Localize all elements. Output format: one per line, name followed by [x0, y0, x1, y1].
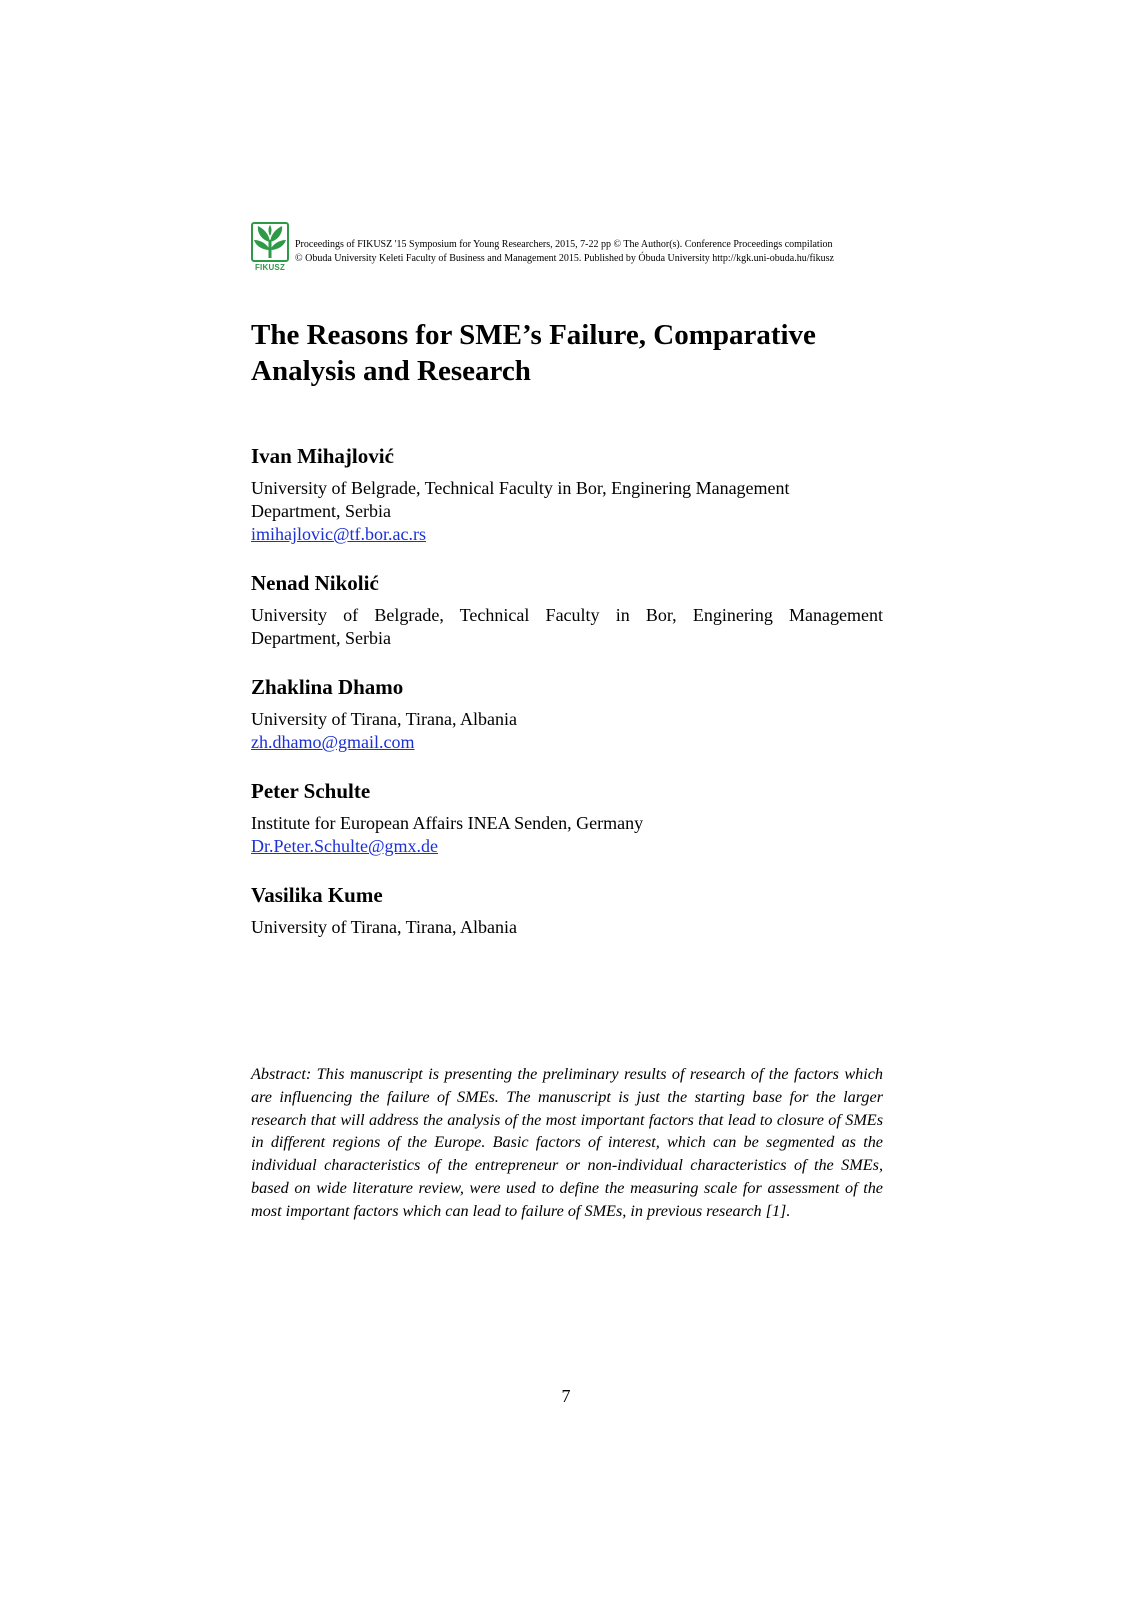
citation-line-2: © Obuda University Keleti Faculty of Business and Management 2015. Published by Óbuda University http://kgk.uni-obuda.hu/fikusz [295, 253, 834, 264]
author-block [251, 570, 883, 650]
author-email-link[interactable]: zh.dhamo@gmail.com [251, 732, 415, 752]
author-name: Ivan Mihajlović [251, 444, 394, 468]
affiliation-line-2: Department, Serbia [251, 501, 391, 521]
paper-title [251, 317, 891, 389]
author-name: Vasilika Kume [251, 883, 383, 907]
page-number: 7 [561, 1386, 571, 1406]
author-affiliation: University of Tirana, Tirana, Albania [251, 709, 517, 729]
author-list [251, 443, 883, 963]
author-name: Nenad Nikolić [251, 571, 379, 595]
author-affiliation [251, 477, 883, 523]
author-name: Zhaklina Dhamo [251, 675, 404, 699]
abstract-paragraph: Abstract: This manuscript is presenting the preliminary results of research of the factors which are influencing the failure of SMEs. The manuscript is just the starting base for the larger research that will address the analysis of the most important factors that lead to closure of SMEs in different regions of the Europe. Basic factors of interest, which can be segmented as the individual characteristics of the entrepreneur or non-individual characteristics of the SMEs, based on wide literature review, were used to define the measuring scale for assessment of the most important factors which can lead to failure of SMEs, in previous research [1]. [251, 1065, 883, 1220]
title-line-2: Analysis and Research [251, 355, 531, 387]
author-affiliation: University of Tirana, Tirana, Albania [251, 917, 517, 937]
author-block [251, 882, 883, 939]
citation-line-1: Proceedings of FIKUSZ '15 Symposium for Young Researchers, 2015, 7-22 pp © The Author(s). Conference Proceedings compilation [295, 239, 833, 250]
author-block [251, 443, 883, 546]
proceedings-header [251, 222, 883, 276]
author-affiliation: University of Belgrade, Technical Faculty in Bor, Enginering Management Department, Serbia [251, 605, 883, 648]
author-email-link[interactable]: Dr.Peter.Schulte@gmx.de [251, 836, 439, 856]
affiliation-line-1: University of Belgrade, Technical Faculty in Bor, Enginering Management [251, 478, 790, 498]
proceedings-citation [295, 238, 885, 266]
author-name: Peter Schulte [251, 779, 371, 803]
author-block [251, 674, 883, 754]
logo-label: FIKUSZ [254, 263, 286, 272]
title-line-1: The Reasons for SME’s Failure, Comparative [251, 319, 816, 351]
author-block [251, 778, 883, 858]
author-email-link[interactable]: imihajlovic@tf.bor.ac.rs [251, 524, 427, 544]
author-affiliation: Institute for European Affairs INEA Senden, Germany [251, 813, 644, 833]
